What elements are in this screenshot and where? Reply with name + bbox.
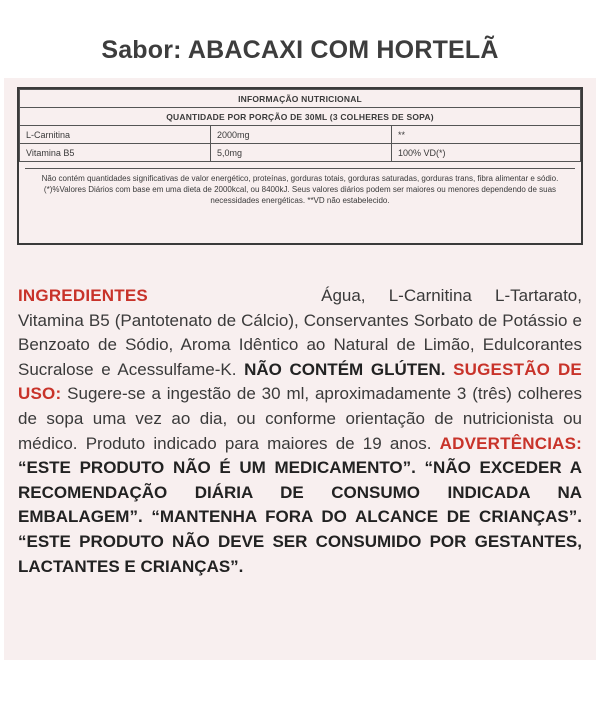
gluten-notice: NÃO CONTÉM GLÚTEN. xyxy=(244,359,446,379)
nutrient-name: Vitamina B5 xyxy=(20,144,211,162)
label-text xyxy=(18,284,582,579)
ingredients-heading: INGREDIENTES xyxy=(18,286,148,305)
nutrition-header: INFORMAÇÃO NUTRICIONAL xyxy=(20,90,581,108)
nutrition-row xyxy=(20,144,581,162)
usage-text: Sugere-se a ingestão de 30 ml, aproximadamente 3 (três) colheres de sopa uma vez ao dia, ou conforme orientação de nutricionista ou médico. Produto indicado para maiores de 19 anos. xyxy=(18,384,582,453)
label-panel xyxy=(4,78,596,660)
nutrient-amount: 2000mg xyxy=(211,126,392,144)
nutrition-row xyxy=(20,126,581,144)
nutrient-vd: 100% VD(*) xyxy=(392,144,581,162)
flavor-title: Sabor: ABACAXI COM HORTELÃ xyxy=(101,36,499,64)
nutrient-amount: 5,0mg xyxy=(211,144,392,162)
nutrition-facts-table xyxy=(17,87,583,245)
nutrition-serving: QUANTIDADE POR PORÇÃO DE 30ML (3 COLHERES DE SOPA) xyxy=(20,108,581,126)
warnings-heading: ADVERTÊNCIAS: xyxy=(439,433,582,453)
warnings-text: “ESTE PRODUTO NÃO É UM MEDICAMENTO”. “NÃO EXCEDER A RECOMENDAÇÃO DIÁRIA DE CONSUMO INDICADA NA EMBALAGEM”. “MANTENHA FORA DO ALCANCE DE CRIANÇAS”. “ESTE PRODUTO NÃO DEVE SER CONSUMIDO POR GESTANTES, LACTANTES E CRIANÇAS”. xyxy=(18,458,582,576)
ingredients-text: Água, L-Carnitina L-Tartarato, Vitamina B5 (Pantotenato de Cálcio), Conservantes Sorbato de Potássio e Benzoato de Sódio, Aroma Idêntico ao Natural de Limão, Edulcorantes Sucralose e Acessulfame-K. xyxy=(18,286,582,379)
nutrition-footnote: Não contém quantidades significativas de valor energético, proteínas, gorduras totais, gorduras saturadas, gorduras trans, fibra alimentar e sódio. (*)%Valores Diários com base em uma dieta de 2000kcal, ou 8400kJ. Seus valores diários podem ser maiores ou menores dependendo de suas necessidades energéticas. **VD não estabelecido. xyxy=(25,168,575,206)
nutrient-vd: ** xyxy=(392,126,581,144)
usage-heading: SUGESTÃO DE USO: xyxy=(18,359,582,404)
nutrient-name: L-Carnitina xyxy=(20,126,211,144)
